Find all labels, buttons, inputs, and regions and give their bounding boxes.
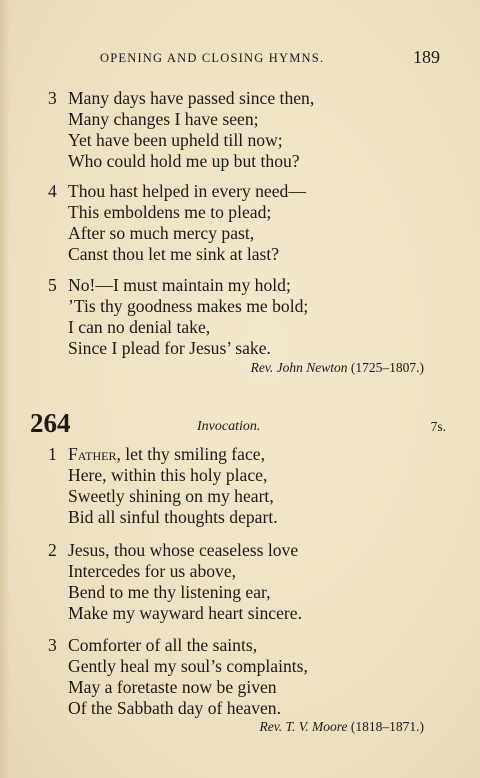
verse-line: Here, within this holy place,: [68, 465, 268, 485]
hymn-title: Invocation.: [197, 419, 261, 434]
running-head-title: OPENING AND CLOSING HYMNS.: [100, 51, 325, 65]
verse-line: Yet have been upheld till now;: [68, 130, 283, 150]
attribution-dates: (1818–1871.): [350, 719, 424, 734]
verse-line: Comforter of all the saints,: [68, 635, 258, 655]
verse-line: Many changes I have seen;: [68, 109, 259, 129]
stanza-number: 5: [48, 275, 57, 295]
attribution-263: [251, 360, 424, 376]
verse-line: Jesus, thou whose ceaseless love: [68, 540, 299, 560]
hymn-heading: [30, 408, 450, 444]
verse-line: let thy smiling face,: [120, 444, 265, 464]
stanza-263-3: [48, 88, 448, 172]
verse-line: Of the Sabbath day of heaven.: [68, 698, 282, 718]
verse-line: Sweetly shining on my heart,: [68, 486, 274, 506]
verse-line: Who could hold me up but thou?: [68, 151, 300, 171]
stanza-263-5: [48, 275, 448, 359]
first-word: Father,: [68, 444, 121, 464]
verse-line: ’Tis thy goodness makes me bold;: [68, 296, 309, 316]
stanza-number: 2: [48, 540, 57, 560]
verse-line: Bid all sinful thoughts depart.: [68, 507, 278, 527]
verse-line: Canst thou let me sink at last?: [68, 244, 280, 264]
verse-line: After so much mercy past,: [68, 223, 255, 243]
attribution-264: [260, 719, 424, 735]
attribution-author: Rev. T. V. Moore: [259, 719, 348, 734]
stanza-263-4: [48, 181, 448, 265]
stanza-number: 3: [48, 88, 57, 108]
stanza-264-1: [48, 444, 448, 528]
verse-line: Make my wayward heart sincere.: [68, 603, 302, 623]
page-gutter-shadow: [0, 0, 10, 778]
verse-line: Bend to me thy listening ear,: [68, 582, 271, 602]
verse-line: May a foretaste now be given: [68, 677, 277, 697]
verse-line: Intercedes for us above,: [68, 561, 237, 581]
verse-line: Many days have passed since then,: [68, 88, 315, 108]
stanza-264-3: [48, 635, 448, 719]
verse-line: Since I plead for Jesus’ sake.: [68, 338, 271, 358]
verse-line: I can no denial take,: [68, 317, 211, 337]
verse-line: No!—I must maintain my hold;: [68, 275, 291, 295]
stanza-number: 3: [48, 635, 57, 655]
verse-line: Thou hast helped in every need—: [68, 181, 306, 201]
stanza-number: 4: [48, 181, 57, 201]
hymn-meter: 7s.: [430, 419, 446, 434]
stanza-number: 1: [48, 444, 57, 464]
page-number: 189: [413, 47, 440, 67]
verse-line: This emboldens me to plead;: [68, 202, 272, 222]
hymn-number: 264: [30, 408, 71, 438]
verse-line: Gently heal my soul’s complaints,: [68, 656, 308, 676]
stanza-264-2: [48, 540, 448, 624]
attribution-author: Rev. John Newton: [250, 360, 348, 375]
attribution-dates: (1725–1807.): [350, 360, 424, 375]
